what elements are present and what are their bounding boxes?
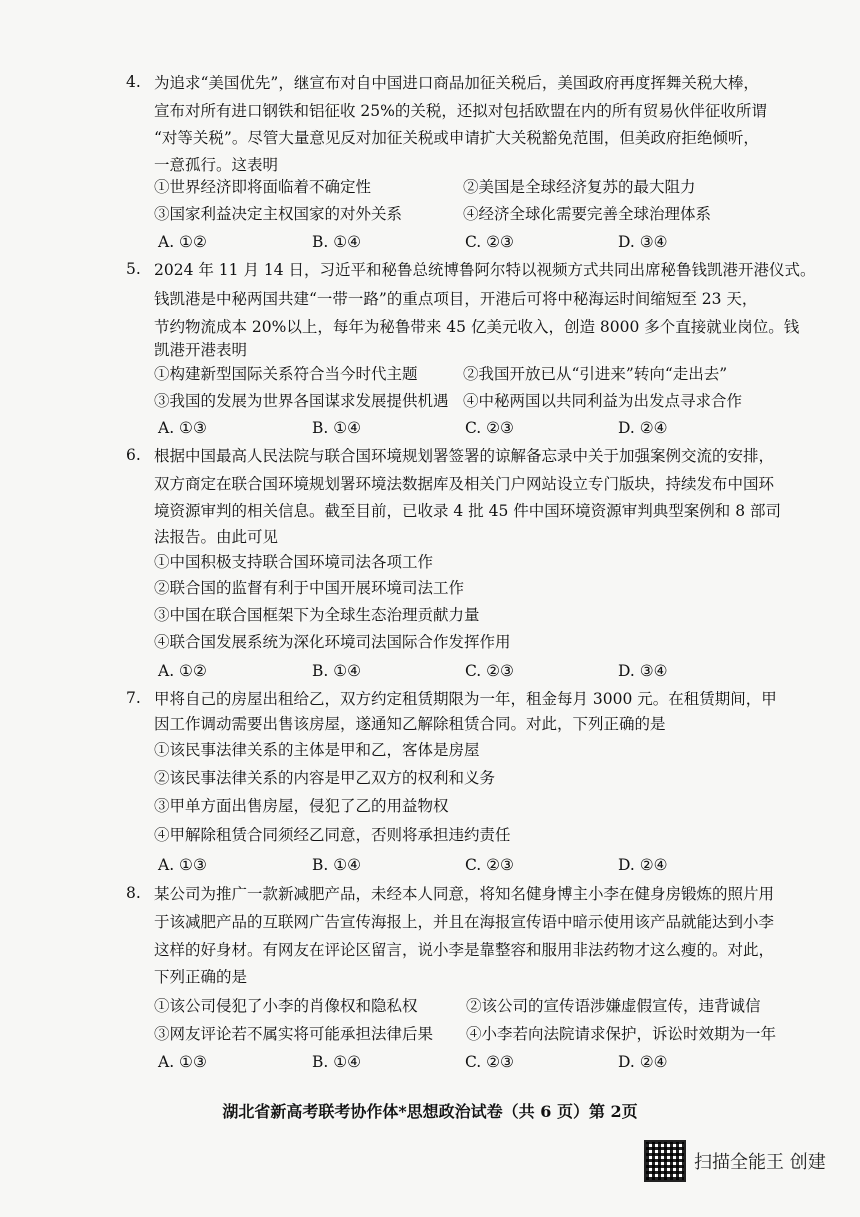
option-1: ①该公司侵犯了小李的肖像权和隐私权 xyxy=(154,997,418,1015)
option-3: ③中国在联合国框架下为全球生态治理贡献力量 xyxy=(154,606,480,624)
option-3: ③甲单方面出售房屋，侵犯了乙的用益物权 xyxy=(154,797,449,815)
scanner-label: 扫描全能王 创建 xyxy=(694,1152,826,1173)
question-stem-line: 根据中国最高人民法院与联合国环境规划署签署的谅解备忘录中关于加强案例交流的安排， xyxy=(154,447,775,465)
question-number: 6. xyxy=(126,446,141,464)
option-2: ②美国是全球经济复苏的最大阻力 xyxy=(463,178,696,196)
choice-a: A. ①③ xyxy=(158,856,207,874)
option-1: ①世界经济即将面临着不确定性 xyxy=(154,178,372,196)
question-stem-line: 某公司为推广一款新减肥产品，未经本人同意，将知名健身博主小李在健身房锻炼的照片用 xyxy=(154,885,775,903)
option-1: ①中国积极支持联合国环境司法各项工作 xyxy=(154,553,434,571)
question-stem-line: 宣布对所有进口钢铁和铝征收 25%的关税，还拟对包括欧盟在内的所有贸易伙伴征收所谓 xyxy=(154,102,767,120)
choice-c: C. ②③ xyxy=(465,233,514,251)
question-stem-line: 双方商定在联合国环境规划署环境法数据库及相关门户网站设立专门版块，持续发布中国环 xyxy=(154,475,775,493)
question-stem-line: 境资源审判的相关信息。截至目前，已收录 4 批 45 件中国环境资源审判典型案例和 8 部司 xyxy=(154,502,782,520)
question-stem-line: 2024 年 11 月 14 日，习近平和秘鲁总统博鲁阿尔特以视频方式共同出席秘鲁钱凯港开港仪式。 xyxy=(154,261,816,279)
choice-b: B. ①④ xyxy=(312,856,362,874)
question-number: 4. xyxy=(126,73,141,91)
question-number: 8. xyxy=(126,884,141,902)
choice-d: D. ②④ xyxy=(618,419,668,437)
question-stem-line: 节约物流成本 20%以上，每年为秘鲁带来 45 亿美元收入，创造 8000 多个直接就业岗位。钱 xyxy=(154,318,800,336)
option-4: ④经济全球化需要完善全球治理体系 xyxy=(463,205,712,223)
choice-a: A. ①③ xyxy=(158,419,207,437)
question-stem-line: 甲将自己的房屋出租给乙，双方约定租赁期限为一年，租金每月 3000 元。在租赁期间，甲 xyxy=(154,690,777,708)
choice-c: C. ②③ xyxy=(465,856,514,874)
option-2: ②我国开放已从“引进来”转向“走出去” xyxy=(463,365,728,383)
choice-b: B. ①④ xyxy=(312,1053,362,1071)
choice-b: B. ①④ xyxy=(312,419,362,437)
question-stem-line: 凯港开港表明 xyxy=(154,341,248,359)
choice-a: A. ①③ xyxy=(158,1053,207,1071)
option-3: ③国家利益决定主权国家的对外关系 xyxy=(154,205,403,223)
qr-code-icon xyxy=(644,1140,686,1182)
choice-d: D. ③④ xyxy=(618,662,668,680)
option-3: ③网友评论若不属实将可能承担法律后果 xyxy=(154,1025,434,1043)
choice-b: B. ①④ xyxy=(312,233,362,251)
question-stem-line: 钱凯港是中秘两国共建“一带一路”的重点项目，开港后可将中秘海运时间缩短至 23 天， xyxy=(154,290,758,308)
question-stem-line: “对等关税”。尽管大量意见反对加征关税或申请扩大关税豁免范围，但美政府拒绝倾听， xyxy=(154,129,759,147)
choice-c: C. ②③ xyxy=(465,662,514,680)
question-stem-line: 一意孤行。这表明 xyxy=(154,156,279,174)
question-stem-line: 下列正确的是 xyxy=(154,968,248,986)
option-4: ④甲解除租赁合同须经乙同意，否则将承担违约责任 xyxy=(154,826,511,844)
choice-d: D. ②④ xyxy=(618,856,668,874)
choice-d: D. ③④ xyxy=(618,233,668,251)
choice-c: C. ②③ xyxy=(465,419,514,437)
option-1: ①构建新型国际关系符合当今时代主题 xyxy=(154,365,418,383)
option-4: ④联合国发展系统为深化环境司法国际合作发挥作用 xyxy=(154,633,511,651)
option-4: ④小李若向法院请求保护，诉讼时效期为一年 xyxy=(466,1025,777,1043)
question-stem-line: 法报告。由此可见 xyxy=(154,528,279,546)
choice-c: C. ②③ xyxy=(465,1053,514,1071)
option-2: ②该公司的宣传语涉嫌虚假宣传，违背诚信 xyxy=(466,997,761,1015)
option-4: ④中秘两国以共同利益为出发点寻求合作 xyxy=(463,392,743,410)
scanner-watermark xyxy=(644,1140,826,1182)
choice-b: B. ①④ xyxy=(312,662,362,680)
question-number: 5. xyxy=(126,260,141,278)
question-stem-line: 因工作调动需要出售该房屋，遂通知乙解除租赁合同。对此，下列正确的是 xyxy=(154,715,666,733)
option-3: ③我国的发展为世界各国谋求发展提供机遇 xyxy=(154,392,449,410)
choice-a: A. ①② xyxy=(158,662,207,680)
option-2: ②联合国的监督有利于中国开展环境司法工作 xyxy=(154,579,465,597)
question-stem-line: 为追求“美国优先”，继宣布对自中国进口商品加征关税后，美国政府再度挥舞关税大棒， xyxy=(154,74,759,92)
choice-a: A. ①② xyxy=(158,233,207,251)
question-stem-line: 于该减肥产品的互联网广告宣传海报上，并且在海报宣传语中暗示使用该产品就能达到小李 xyxy=(154,913,775,931)
option-2: ②该民事法律关系的内容是甲乙双方的权利和义务 xyxy=(154,769,496,787)
page-footer: 湖北省新高考联考协作体*思想政治试卷（共 6 页）第 2页 xyxy=(222,1102,638,1121)
question-number: 7. xyxy=(126,689,141,707)
option-1: ①该民事法律关系的主体是甲和乙，客体是房屋 xyxy=(154,741,480,759)
choice-d: D. ②④ xyxy=(618,1053,668,1071)
question-stem-line: 这样的好身材。有网友在评论区留言，说小李是靠整容和服用非法药物才这么瘦的。对此， xyxy=(154,941,775,959)
